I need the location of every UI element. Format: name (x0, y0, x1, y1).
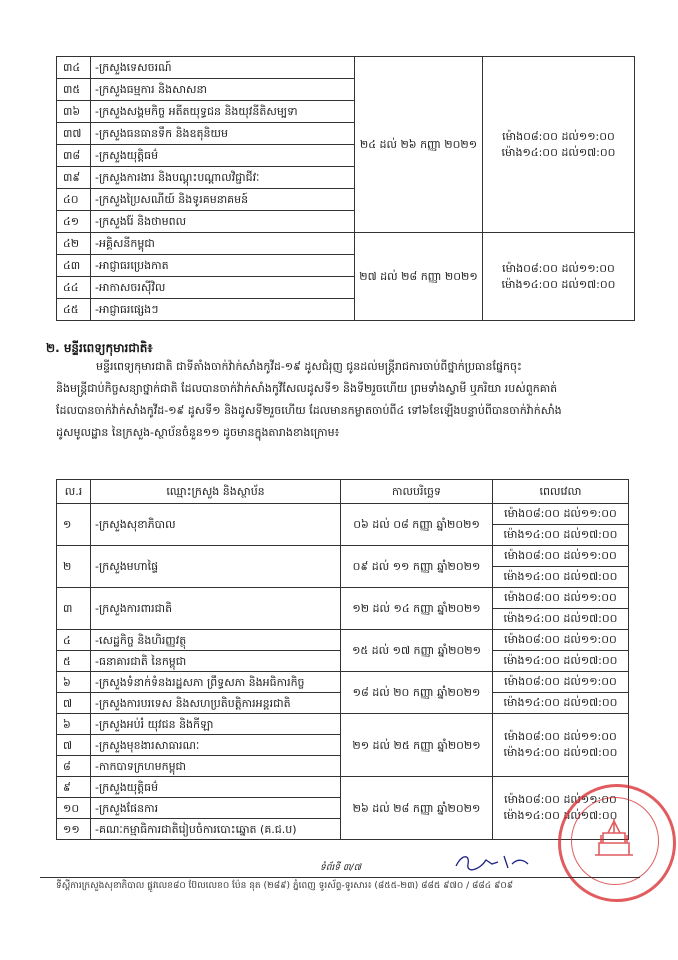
paragraph-line: ដូសមូលដ្ឋាន នៃក្រសួង-ស្ថាប័នចំនួន១១ ដូចមានក្នុងតារាងខាងក្រោម៖ (56, 426, 340, 439)
row-number: ៤៥ (57, 299, 91, 321)
row-number: ៣៨ (57, 145, 91, 167)
agency-name: -ក្រសួងការបរទេស និងសហប្រតិបត្តិការអន្តរជាតិ (91, 693, 341, 714)
agency-name: -ក្រសួងមហាផ្ទៃ (91, 546, 341, 588)
time-afternoon: ម៉ោង១៤:០០ ដល់១៧:០០ (493, 693, 629, 714)
row-number: ៣៧ (57, 123, 91, 145)
agency-name: -ក្រសួងមុខងារសាធារណៈ (91, 735, 341, 756)
agency-name: -ក្រសួងប្រៃសណីយ៍ និងទូរគមនាគមន៍ (91, 189, 355, 211)
time-morning: ម៉ោង០៨:០០ ដល់១១:០០ (493, 588, 629, 609)
row-number: ៣ (57, 588, 91, 630)
time-afternoon: ម៉ោង១៤:០០ ដល់១៧:០០ (493, 651, 629, 672)
table-row (57, 504, 629, 525)
schedule-time (483, 233, 635, 321)
agency-name: -សេដ្ឋកិច្ច និងហិរញ្ញវត្ថុ (91, 630, 341, 651)
schedule-time (493, 714, 629, 777)
signature-mark (452, 852, 532, 872)
temple-emblem-icon (591, 815, 637, 859)
agency-schedule-table-continued (56, 56, 635, 321)
time-afternoon: ម៉ោង១៤:០០ ដល់១៧:០០ (501, 145, 616, 159)
table-row (57, 777, 629, 798)
time-morning: ម៉ោង០៨:០០ ដល់១១:០០ (493, 504, 629, 525)
agency-name: -កាកបាទក្រហមកម្ពុជា (91, 756, 341, 777)
agency-name: -អគ្គិសនីកម្ពុជា (91, 233, 355, 255)
row-number: ៤៣ (57, 255, 91, 277)
row-number: ១ (57, 504, 91, 546)
time-morning: ម៉ោង០៨:០០ ដល់១១:០០ (493, 546, 629, 567)
agency-name: -ក្រសួងអប់រំ យុវជន និងកីឡា (91, 714, 341, 735)
row-number: ១០ (57, 798, 91, 819)
agency-name: -អាកាសចរស៊ីវិល (91, 277, 355, 299)
table-row (57, 233, 635, 255)
schedule-date: ០៩ ដល់ ១១ កញ្ញា ឆ្នាំ២០២១ (341, 546, 493, 588)
time-afternoon: ម៉ោង១៤:០០ ដល់១៧:០០ (503, 809, 618, 822)
row-number: ៤១ (57, 211, 91, 233)
agency-name: -ក្រសួងការពារជាតិ (91, 588, 341, 630)
time-morning: ម៉ោង០៨:០០ ដល់១១:០០ (504, 730, 617, 743)
row-number: ៧ (57, 735, 91, 756)
time-afternoon: ម៉ោង១៤:០០ ដល់១៧:០០ (501, 277, 616, 291)
time-afternoon: ម៉ោង១៤:០០ ដល់១៧:០០ (503, 746, 618, 759)
agency-name: -ធនាគារជាតិ នៃកម្ពុជា (91, 651, 341, 672)
agency-name: -ក្រសួងការងារ និងបណ្តុះបណ្តាលវិជ្ជាជីវៈ (91, 167, 355, 189)
row-number: ៩ (57, 777, 91, 798)
table-row (57, 546, 629, 567)
schedule-date: ២៤ ដល់ ២៦ កញ្ញា ២០២១ (355, 57, 483, 233)
agency-name: -ក្រសួងទេសចរណ៍ (91, 57, 355, 79)
agency-name: -ក្រសួងទំនាក់ទំនងរដ្ឋសភា ព្រឹទ្ធសភា និងអធិការកិច្ច (91, 672, 341, 693)
schedule-date: ១២ ដល់ ១៤ កញ្ញា ឆ្នាំ២០២១ (341, 588, 493, 630)
schedule-date: ១៨ ដល់ ២០ កញ្ញា ឆ្នាំ២០២១ (341, 672, 493, 714)
paragraph-line: មន្ទីរពេទ្យកុមារជាតិ ជាទីតាំងចាក់វ៉ាក់សាំងកូវីដ-១៩ ដូសជំរុញ ជូនដល់មន្ត្រីរាជការចាប់ពីថ្នាក់ប្រធានផ្នែកចុះ (96, 360, 522, 373)
agency-name: -ក្រសួងសុខាភិបាល (91, 504, 341, 546)
row-number: ៤៤ (57, 277, 91, 299)
header-agency: ឈ្មោះក្រសួង និងស្ថាប័ន (91, 480, 341, 504)
header-time: ពេលវេលា (493, 480, 629, 504)
header-number: ល.រ (57, 480, 91, 504)
header-date: កាលបរិច្ឆេទ (341, 480, 493, 504)
agency-name: -អាជ្ញាធរប្រេងកាត (91, 255, 355, 277)
row-number: ៣៦ (57, 101, 91, 123)
row-number: ៣៥ (57, 79, 91, 101)
row-number: ៥ (57, 651, 91, 672)
section-paragraph (56, 356, 634, 444)
agency-name: -ក្រសួងយុត្តិធម៌ (91, 145, 355, 167)
schedule-date: ២១ ដល់ ២៥ កញ្ញា ឆ្នាំ២០២១ (341, 714, 493, 777)
table-row (57, 588, 629, 609)
paragraph-line: ដែលបានចាក់វ៉ាក់សាំងកូវីដ-១៩ ដូសទី១ និងដូសទី២រួចហើយ ដែលមានកម្លាតចាប់ពី៤ ទៅ៦ខែឡើងបន្ទាប់ពីបានចាក់វ៉ាក់សាំង (56, 404, 562, 417)
row-number: ៨ (57, 756, 91, 777)
table-row (57, 630, 629, 651)
agency-name: -គណៈកម្មាធិការជាតិរៀបចំការបោះឆ្នោត (គ.ជ.ប) (91, 819, 341, 840)
row-number: ៦ (57, 672, 91, 693)
paragraph-line: និងមន្ត្រីជាប់កិច្ចសន្យាថ្នាក់ជាតិ ដែលបានចាក់វ៉ាក់សាំងកូវីសែលដូសទី១ និងទី២រួចហើយ ព្រមទាំងស្វាមី ឬភរិយា របស់ពួកគាត់ (56, 382, 558, 395)
footer-address: ទីស្តីការក្រសួងសុខាភិបាល ផ្លូវលេខ៨០ ប៊ែលលេខ០ ប៉ែន នុត (២៨៩) ភ្នំពេញ ទូរស័ព្ទ-ទូរសារ៖ (៨៥៥-២៣) ៨៨៥ ៩៧០ / ៨៨៤ ៩០៩ (56, 881, 514, 891)
table-row (57, 57, 635, 79)
table-header-row (57, 480, 629, 504)
schedule-date: ២៧ ដល់ ២៨ កញ្ញា ២០២១ (355, 233, 483, 321)
agency-name: -ក្រសួងធម្មការ និងសាសនា (91, 79, 355, 101)
time-morning: ម៉ោង០៨:០០ ដល់១១:០០ (504, 793, 617, 806)
time-morning: ម៉ោង០៨:០០ ដល់១១:០០ (493, 630, 629, 651)
row-number: ១១ (57, 819, 91, 840)
agency-schedule-table (56, 479, 629, 840)
row-number: ៤ (57, 630, 91, 651)
agency-name: -ក្រសួងយុត្តិធម៌ (91, 777, 341, 798)
schedule-date: ១៥ ដល់ ១៧ កញ្ញា ឆ្នាំ២០២១ (341, 630, 493, 672)
row-number: ៣៩ (57, 167, 91, 189)
time-morning: ម៉ោង០៨:០០ ដល់១១:០០ (502, 261, 615, 275)
time-afternoon: ម៉ោង១៤:០០ ដល់១៧:០០ (493, 609, 629, 630)
time-morning: ម៉ោង០៨:០០ ដល់១១:០០ (493, 672, 629, 693)
table-row (57, 672, 629, 693)
page-number: ទំព័រទី ៣/៧ (320, 863, 361, 873)
row-number: ៤០ (57, 189, 91, 211)
schedule-date: ០៦ ដល់ ០៨ កញ្ញា ឆ្នាំ២០២១ (341, 504, 493, 546)
schedule-time (483, 57, 635, 233)
row-number: ៦ (57, 714, 91, 735)
time-morning: ម៉ោង០៨:០០ ដល់១១:០០ (502, 129, 615, 143)
agency-name: -ក្រសួងផែនការ (91, 798, 341, 819)
agency-name: -ក្រសួងរ៉ែ និងថាមពល (91, 211, 355, 233)
agency-name: -អាជ្ញាធរផ្សេងៗ (91, 299, 355, 321)
section-heading: ២. មន្ទីរពេទ្យកុមារជាតិ៖ (46, 341, 153, 355)
row-number: ៤២ (57, 233, 91, 255)
footer-divider (40, 877, 640, 878)
row-number: ៧ (57, 693, 91, 714)
schedule-date: ២៦ ដល់ ២៨ កញ្ញា ឆ្នាំ២០២១ (341, 777, 493, 840)
agency-name: -ក្រសួងធនធានទឹក និងឧតុនិយម (91, 123, 355, 145)
time-afternoon: ម៉ោង១៤:០០ ដល់១៧:០០ (493, 567, 629, 588)
table-row (57, 714, 629, 735)
agency-name: -ក្រសួងសង្គមកិច្ច អតីតយុទ្ធជន និងយុវនីតិសម្បទា (91, 101, 355, 123)
row-number: ២ (57, 546, 91, 588)
row-number: ៣៤ (57, 57, 91, 79)
time-afternoon: ម៉ោង១៤:០០ ដល់១៧:០០ (493, 525, 629, 546)
